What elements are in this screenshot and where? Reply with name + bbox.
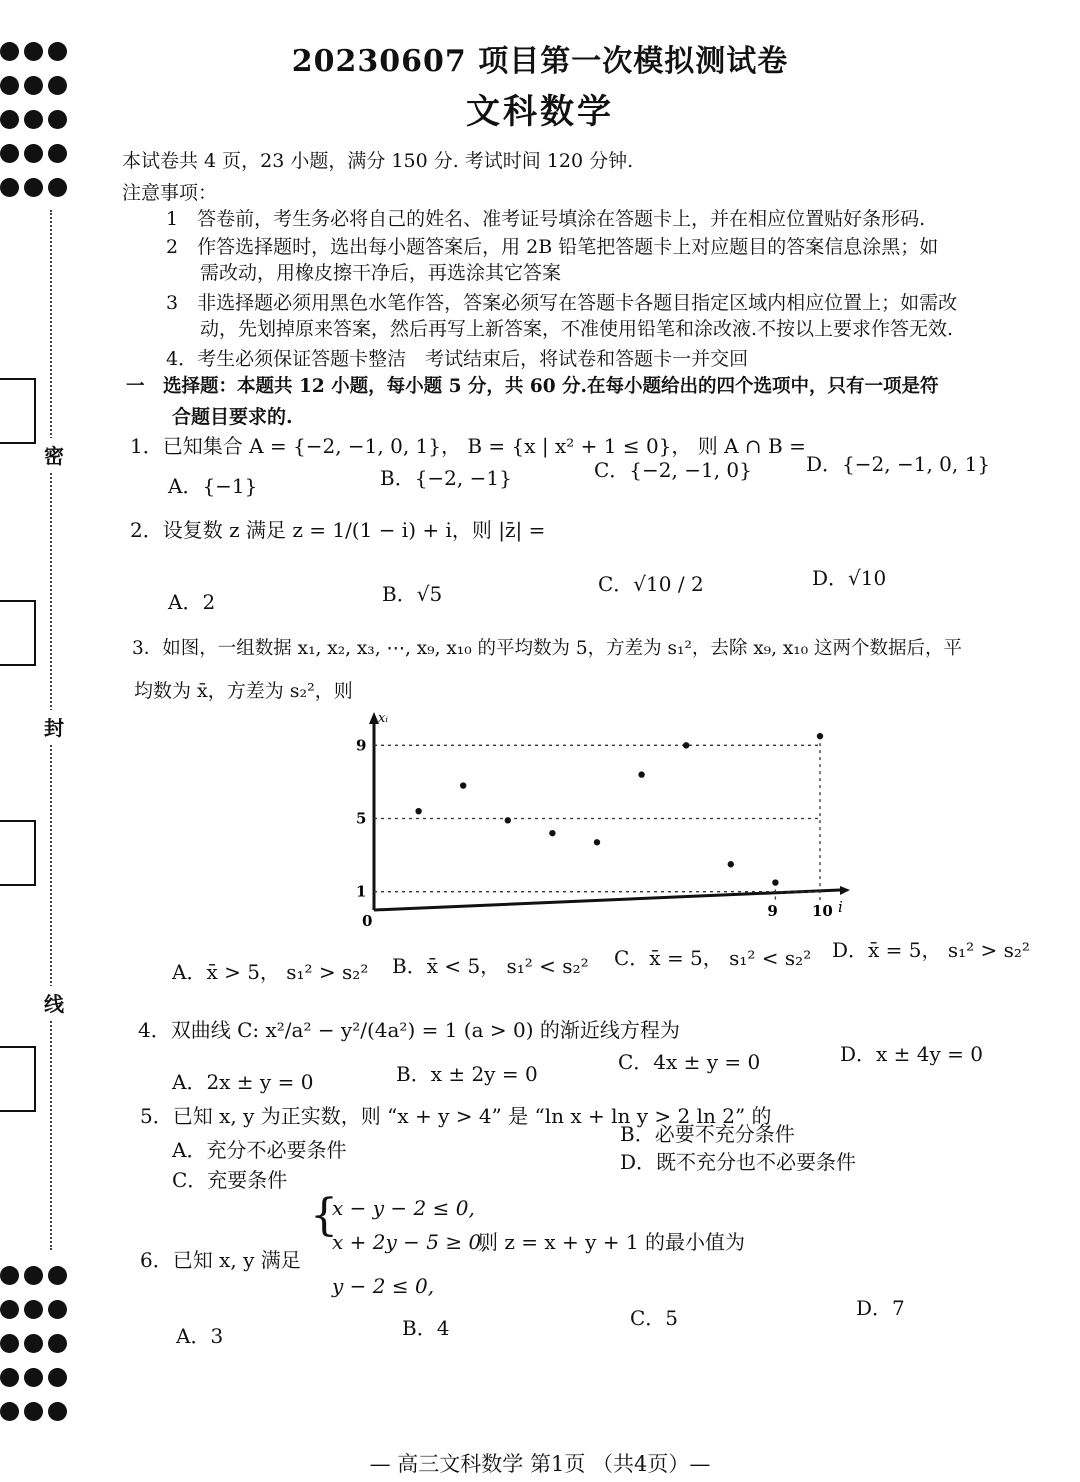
x-axis-label: i [838,898,843,916]
notice-item: 需改动，用橡皮擦干净后，再选涂其它答案 [200,262,562,284]
question-4-option-c: C．4x ± y = 0 [618,1050,761,1074]
constraint-3: y − 2 ≤ 0, [332,1274,435,1298]
question-2-stem: 2．设复数 z 满足 z = 1/(1 − i) + i，则 |z̄| = [130,518,546,542]
x-tick-label: 9 [767,902,778,920]
data-point [728,861,734,867]
question-3-option-b: B．x̄ < 5， s₁² < s₂² [392,954,589,978]
question-6-stem: 6．已知 x, y 满足 [140,1248,301,1272]
question-5-stem: 5．已知 x, y 为正实数，则 “x + y > 4” 是 “ln x + ln y > 2 ln 2” 的 [140,1104,772,1128]
page-footer: — 高三文科数学 第1页 （共4页）— [369,1452,711,1476]
question-1-option-c: C．{−2, −1, 0} [594,458,752,482]
question-6-stem-tail: 则 z = x + y + 1 的最小值为 [478,1230,745,1254]
data-point [415,808,421,814]
notice-item: 2 作答选择题时，选出每小题答案后，用 2B 铅笔把答题卡上对应题目的答案信息涂黑；如 [166,236,939,258]
notice-item: 1 答卷前，考生务必将自己的姓名、准考证号填涂在答题卡上，并在相应位置贴好条形码. [166,208,926,230]
x-tick-label: 10 [812,902,833,920]
question-6-option-c: C．5 [630,1306,679,1330]
question-2-option-d: D．√10 [812,566,887,590]
binding-box [0,378,36,444]
question-3-stem: 3．如图，一组数据 x₁, x₂, x₃, ⋯, x₉, x₁₀ 的平均数为 5，方差为 s₁²，去除 x₉, x₁₀ 这两个数据后，平 [132,638,963,659]
constraint-1: x − y − 2 ≤ 0, [332,1196,475,1220]
notice-item: 3 非选择题必须用黑色水笔作答，答案必须写在答题卡各题目指定区域内相应位置上；如需改 [166,292,958,314]
data-point [594,839,600,845]
data-point [460,782,466,788]
y-tick-label: 9 [356,736,367,755]
question-3-option-c: C．x̄ = 5， s₁² < s₂² [614,946,812,970]
question-5-option-b: B．必要不充分条件 [620,1122,795,1146]
origin-label: 0 [362,912,373,930]
notice-title: 注意事项： [122,182,218,204]
y-tick-label: 1 [356,882,367,901]
y-axis-label: xᵢ [378,711,388,726]
exam-title: 20230607 项目第一次模拟测试卷 [291,44,789,79]
question-5-option-a: A．充分不必要条件 [172,1138,347,1162]
section-heading-cont: 合题目要求的. [172,406,293,428]
question-1-option-a: A．{−1} [168,474,258,498]
question-6-option-d: D．7 [856,1296,905,1320]
question-4-stem: 4．双曲线 C: x²/a² − y²/(4a²) = 1 (a > 0) 的渐近线方程为 [138,1018,680,1042]
binding-box [0,600,36,666]
notice-item: 4．考生必须保证答题卡整洁 考试结束后，将试卷和答题卡一并交回 [166,348,749,370]
question-4-option-d: D．x ± 4y = 0 [840,1042,984,1066]
question-5-option-d: D．既不充分也不必要条件 [620,1150,857,1174]
punch-holes-bottom [0,1266,70,1421]
question-3-option-d: D．x̄ = 5， s₁² > s₂² [832,938,1030,962]
question-6-option-a: A．3 [176,1324,224,1348]
question-2-option-b: B．√5 [382,582,443,606]
question-3-stem-cont: 均数为 x̄，方差为 s₂²，则 [134,680,353,702]
notice-item: 动，先划掉原来答案，然后再写上新答案，不准使用铅笔和涂改液.不按以上要求作答无效. [200,318,954,340]
data-point [817,733,823,739]
question-4-option-b: B．x ± 2y = 0 [396,1062,538,1086]
section-heading: 一 选择题：本题共 12 小题，每小题 5 分，共 60 分.在每小题给出的四个选项中，只有一项是符 [126,376,939,397]
x-axis-arrow [840,886,850,895]
seal-char-xian: 线 [44,986,64,1019]
data-point [772,879,778,885]
exam-subject: 文科数学 [466,92,614,132]
data-point [549,830,555,836]
question-1-option-d: D．{−2, −1, 0, 1} [806,452,991,476]
question-2-option-a: A．2 [168,590,216,614]
question-6-option-b: B．4 [402,1316,450,1340]
question-1-option-b: B．{−2, −1} [380,466,512,490]
scatter-chart [350,708,850,938]
binding-box [0,1046,36,1112]
question-1-stem: 1．已知集合 A = {−2, −1, 0, 1}， B = {x | x² + 1 ≤ 0}， 则 A ∩ B = [130,434,806,458]
question-4-option-a: A．2x ± y = 0 [172,1070,314,1094]
y-tick-label: 5 [356,809,367,828]
question-5-option-c: C．充要条件 [172,1168,288,1192]
data-point [638,771,644,777]
constraint-2: x + 2y − 5 ≥ 0, [332,1230,488,1254]
data-point [505,817,511,823]
seal-char-mi: 密 [44,438,64,471]
binding-box [0,820,36,886]
data-point [683,742,689,748]
question-2-option-c: C．√10 / 2 [598,572,704,596]
seal-char-feng: 封 [44,710,64,743]
system-brace: { [310,1190,338,1241]
exam-intro: 本试卷共 4 页，23 小题，满分 150 分. 考试时间 120 分钟. [122,150,634,172]
question-3-option-a: A．x̄ > 5， s₁² > s₂² [172,960,369,984]
